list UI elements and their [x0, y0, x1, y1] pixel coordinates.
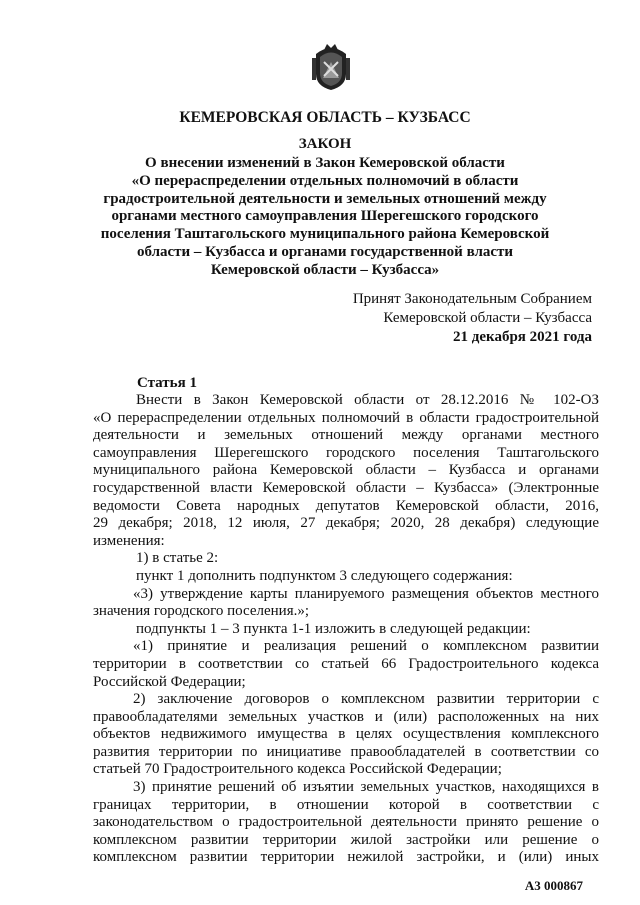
text-line: самоуправления Шерегешского городского поселения Таштагольского — [93, 444, 599, 461]
text-line: деятельности и земельных отношений между органами местного — [93, 427, 599, 444]
title-line: «О перераспределении отдельных полномочий в области — [131, 172, 519, 189]
text-line: комплексном развитии территории жилой застройки или решение о — [93, 831, 599, 848]
coat-of-arms-icon — [310, 40, 352, 92]
text-line: «1) принятие и реализация решений о комплексном развитии — [133, 638, 599, 655]
serial-stamp: А3 000867 — [524, 878, 583, 893]
adoption-block — [353, 290, 592, 347]
text-line: объектов недвижимого имущества в целях осуществления комплексного — [93, 726, 599, 743]
text-line: территории в соответствии со статьей 66 Градостроительного кодекса — [93, 655, 599, 672]
text-line: 29 декабря; 2018, 12 июля, 27 декабря; 2020, 28 декабря) следующие — [93, 515, 599, 532]
law-title — [80, 155, 570, 280]
text-line: ведомости Совета народных депутатов Кемеровской области, 2016, — [93, 497, 599, 514]
title-line: поселения Таштагольского муниципального района Кемеровской — [100, 226, 550, 243]
title-line: О внесении изменений в Закон Кемеровской области — [145, 155, 505, 171]
text-line: государственной власти Кемеровской области – Кузбасса» (Электронные — [93, 479, 599, 496]
region-heading: КЕМЕРОВСКАЯ ОБЛАСТЬ – КУЗБАСС — [179, 109, 471, 126]
adoption-date: 21 декабря 2021 года — [453, 329, 592, 345]
text-line: комплексном развитии территории нежилой застройки, и (или) иных — [93, 849, 599, 866]
article-heading: Статья 1 — [137, 375, 197, 391]
text-line: правообладателями земельных участков и (или) расположенных на них — [93, 708, 599, 725]
document-type: ЗАКОН — [298, 136, 352, 152]
text-line: развития территории по инициативе правообладателей в соответствии со — [93, 743, 599, 760]
text-line: статьей 70 Градостроительного кодекса Российской Федерации; — [93, 761, 502, 778]
text-line: законодательством о градостроительной деятельности принято решение о — [93, 814, 599, 831]
text-line: 1) в статье 2: — [136, 550, 219, 567]
text-line: подпункты 1 – 3 пункта 1-1 изложить в следующей редакции: — [136, 620, 531, 637]
text-line: Российской Федерации; — [93, 673, 246, 690]
text-line: 2) заключение договоров о комплексном развитии территории с — [133, 691, 599, 708]
text-line: значения городского поселения.»; — [93, 603, 310, 620]
title-line: Кемеровской области – Кузбасса» — [210, 261, 440, 278]
title-line: области – Кузбасса и органами государственной власти — [136, 243, 514, 260]
title-line: градостроительной деятельности и земельных отношений между — [103, 190, 547, 207]
text-line: изменения: — [93, 532, 165, 549]
text-line: «О перераспределении отдельных полномочий в области градостроительной — [93, 409, 599, 426]
text-line: 3) принятие решений об изъятии земельных участков, находящихся в — [133, 779, 599, 796]
adoption-line: Принят Законодательным Собранием — [352, 291, 592, 307]
text-line: границах территории, в отношении которой в соответствии с — [93, 796, 599, 813]
article-body — [93, 392, 599, 867]
adoption-line: Кемеровской области – Кузбасса — [383, 310, 592, 326]
text-line: муниципального района Кемеровской области – Кузбасса и органами — [93, 462, 599, 479]
text-line: Внести в Закон Кемеровской области от 28.12.2016 № 102-ОЗ — [136, 392, 599, 408]
title-line: органами местного самоуправления Шерегешского городского — [111, 208, 539, 225]
text-line: «3) утверждение карты планируемого размещения объектов местного — [133, 585, 599, 602]
text-line: пункт 1 дополнить подпунктом 3 следующего содержания: — [136, 567, 513, 584]
